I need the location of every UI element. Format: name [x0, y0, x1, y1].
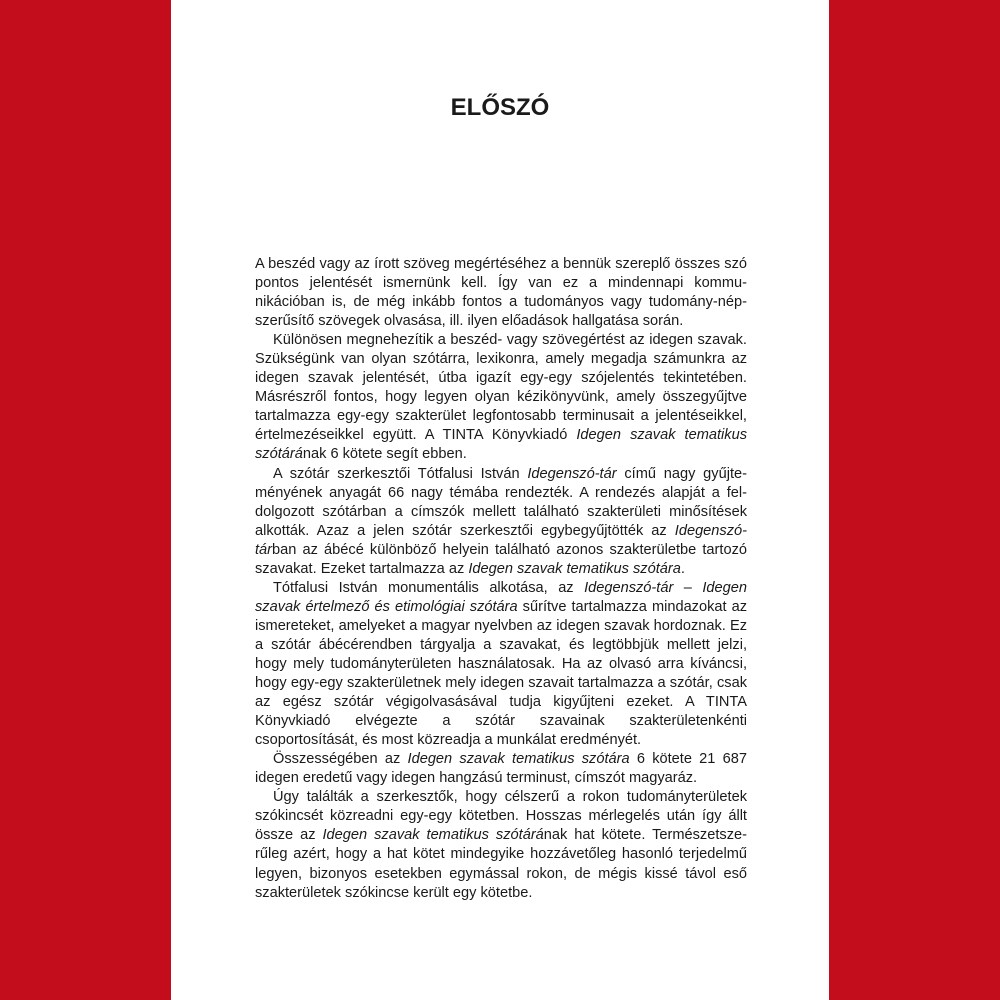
paragraph	[255, 750, 747, 788]
italic-title-text: Idegenszó-tár – Idegen szavak értelmező és etimológiai szótára	[255, 579, 747, 615]
paragraph-text: .	[680, 560, 685, 577]
paragraph-text: sűrítve tartalmazza mindazokat az ismereteket, amelyeket a magyar nyelvben az idegen szavak hordoznak. Ez a szótár ábécérendben tárgyalja a szavakat, és legtöbbjük mellett jelzi, hogy mely tudományterületen használatosak. Ha az olvasó arra kíváncsi, hogy egy-egy szakterületnek mely idegen szavait tartalmazza a szótár, csak az egész szótár végigolvasásával tudja kigyűjteni ezeket. A TINTA Könyvkiadó elvégezte a szótár szavainak szakterületenkénti csoportosítását, és most közreadja a munkálat eredményét.	[255, 598, 748, 749]
paragraph	[255, 788, 747, 902]
paragraph	[255, 465, 747, 579]
paragraph	[255, 331, 747, 464]
paragraph-text: 6 kötete 21 687 idegen eredetű vagy idegen hangzású terminust, címszót magyaráz.	[255, 751, 747, 787]
preface-body	[255, 255, 747, 903]
paragraph	[255, 579, 747, 750]
paragraph-text: Tótfalusi István monumentális alkotása, az	[273, 579, 585, 596]
italic-title-text: Idegen szavak tematikus szótárá	[255, 427, 748, 463]
paragraph-text: A beszéd vagy az írott szöveg megértéséhez a bennük szereplő összes szó pontos jelentését ismernünk kell. Így van ez a mindennapi kommunikációban is, de még inkább fontos a tudományos vagy tudomány-népszerűsítő szövegek olvasása, ill. ilyen előadások hallgatása során.	[255, 256, 747, 330]
paragraph	[255, 255, 747, 331]
paragraph-text: nak 6 kötete segít ebben.	[302, 446, 467, 463]
paragraph-text: Összességében az	[273, 751, 408, 768]
paragraph-text: Különösen megnehezítik a beszéd- vagy szövegértést az idegen szavak. Szükségünk van olyan szótárra, lexikonra, amely megadja számunkra az idegen szavak jelentését, útba igazít egy-egy szójelentés tekintetében. Másrészről fontos, hogy legyen olyan kézikönyvünk, amely összegyűjtve tartalmazza egy-egy szakterület legfontosabb terminusait a jelentéseikkel, értelmezéseikkel együtt. A TINTA Könyvkiadó	[255, 332, 747, 444]
paragraph-text: Úgy találták a szerkesztők, hogy célszerű a rokon tudományterületek szókincsét közreadni egy-egy kötetben. Hosszas mérlegelés után így állt össze az	[255, 789, 747, 844]
italic-title-text: Idegen szavak tematikus szótárá	[322, 827, 544, 844]
italic-title-text: Idegenszó-tár	[527, 465, 617, 482]
book-page	[171, 0, 829, 1000]
italic-title-text: Idegen szavak tematikus szótára	[407, 751, 630, 768]
paragraph-text: ban az ábécé különböző helyein található azonos szakterületbe tartozó szavakat. Ezeket tartalmazza az	[255, 541, 747, 577]
italic-title-text: Idegenszó-tár	[255, 522, 747, 558]
paragraph-text: A szótár szerkesztői Tótfalusi István	[273, 465, 528, 482]
italic-title-text: Idegen szavak tematikus szótára	[468, 560, 681, 577]
paragraph-text: nak hat kötete. Természetszerűleg azért, hogy a hat kötet mindegyike hozzávetőleg hasonló terjedelmű legyen, bizonyos esetekben egymással rokon, de mégis kissé távol eső szakterületek szókincse került egy kötetbe.	[255, 827, 747, 901]
page-title: ELŐSZÓ	[450, 94, 550, 121]
paragraph-text: című nagy gyűjteményének anyagát 66 nagy témába rendezték. A rendezés alapját a feldolgozott szótárban a címszók mellett található szakterületi minősítések alkották. Azaz a jelen szótár szerkesztői egybegyűjtötték az	[255, 465, 747, 539]
